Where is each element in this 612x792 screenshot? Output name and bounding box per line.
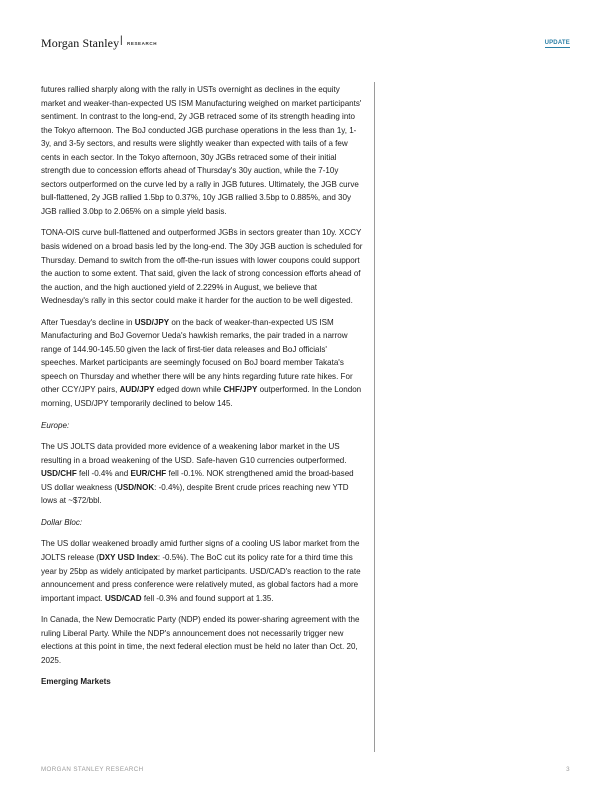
dxy-term: DXY USD Index (99, 552, 158, 562)
brand-logo: Morgan Stanley (41, 36, 120, 50)
usdnok-term: USD/NOK (117, 482, 155, 492)
paragraph-dollar-bloc: The US dollar weakened broadly amid further signs of a cooling US labor market from the JOLTS release (DXY USD Index: -0.5%). The BoC cut its policy rate for a third time this year by 25bp as widely anticipated by market participants. USD/CAD's reaction to the rate announcement and press conference were relatively muted, as global factors had a more important impact. USD/CAD fell -0.3% and found support at 1.35. (41, 539, 361, 603)
chfjpy-term: CHF/JPY (223, 385, 258, 395)
audjpy-term: AUD/JPY (119, 385, 155, 395)
main-column (41, 83, 363, 689)
section-label-dollar-bloc: Dollar Bloc: (41, 517, 83, 527)
paragraph-europe: The US JOLTS data provided more evidence of a weakening labor market in the US resulting in a broad weakening of the USD. Safe-haven G10 currencies outperformed. USD/CHF fell -0.4% and EUR/CHF fell -0.1%. NOK strengthened amid the broad-based US dollar weakness (USD/NOK: -0.4%), despite Brent crude prices reaching new YTD lows at ~$72/bbl. (41, 442, 354, 506)
paragraph-jgb-futures: futures rallied sharply along with the rally in USTs overnight as declines in the equity market and weaker-than-expected US ISM Manufacturing weighed on market participants' sentiment. In contrast to the long-end, 2y JGB retraced some of its strength heading into the Tokyo afternoon. The BoJ conducted JGB purchase operations in the less than 1y, 1-3y, and 3-5y sectors, and results were slightly weaker than expected with tails of a few cents in each sector. In the Tokyo afternoon, 30y JGBs retraced some of their initial strength due to concession efforts ahead of Thursday's 30y auction, while the 7-10y sectors outperformed on the curve led by a rally in JGB futures. Ultimately, the JGB curve bull-flattened, 2y JGB rallied 1.5bp to 0.37%, 10y JGB rallied 3.5bp to 0.885%, and 30y JGB rallied 3.0bp to 2.065% on a simple yield basis. (41, 85, 362, 216)
heading-emerging-markets: Emerging Markets (41, 677, 111, 687)
eurchf-term: EUR/CHF (130, 469, 167, 479)
paragraph-usdjpy: After Tuesday's decline in USD/JPY on the back of weaker-than-expected US ISM Manufacturing and BoJ Governor Ueda's hawkish remarks, the pair traded in a narrow range of 144.90-145.50 given the lack of first-tier data releases and BoJ officials' speeches. Market participants are seemingly focused on BoJ board member Takata's speech on Thursday and whether there will be any hints regarding future rate hikes. For other CCY/JPY pairs, AUD/JPY edged down while CHF/JPY outperformed. In the London morning, USD/JPY temporarily declined to below 145. (41, 317, 362, 409)
brand-research-label: RESEARCH (127, 41, 158, 46)
usdcad-term: USD/CAD (104, 593, 142, 603)
page-header (41, 36, 570, 52)
brand-separator: | (120, 35, 123, 46)
page-footer (41, 766, 570, 776)
update-tag: UPDATE (544, 40, 570, 46)
column-divider (374, 82, 375, 752)
footer-research-label: MORGAN STANLEY RESEARCH (41, 766, 144, 773)
paragraph-tona-ois: TONA-OIS curve bull-flattened and outperformed JGBs in sectors greater than 10y. XCCY basis widened on a broad basis led by the long-end. The 30y JGB auction is scheduled for Thursday. Demand to switch from the off-the-run issues with lower coupons could support the auction to some extent. That said, given the lack of strong concession efforts ahead of the auction, and the high auctioned yield of 2.229% in August, we believe that Wednesday's rally in this sector could make it harder for the auction to be well digested. (41, 228, 363, 306)
paragraph-canada-ndp: In Canada, the New Democratic Party (NDP) ended its power-sharing agreement with the ruling Liberal Party. While the NDP's announcement does not necessarily trigger new elections at this point in time, the next federal election must be held no later than Oct. 20, 2025. (41, 615, 360, 665)
usdjpy-term: USD/JPY (134, 317, 170, 327)
usdchf-term: USD/CHF (41, 469, 77, 479)
section-label-europe: Europe: (41, 420, 70, 430)
page-number: 3 (566, 766, 570, 773)
